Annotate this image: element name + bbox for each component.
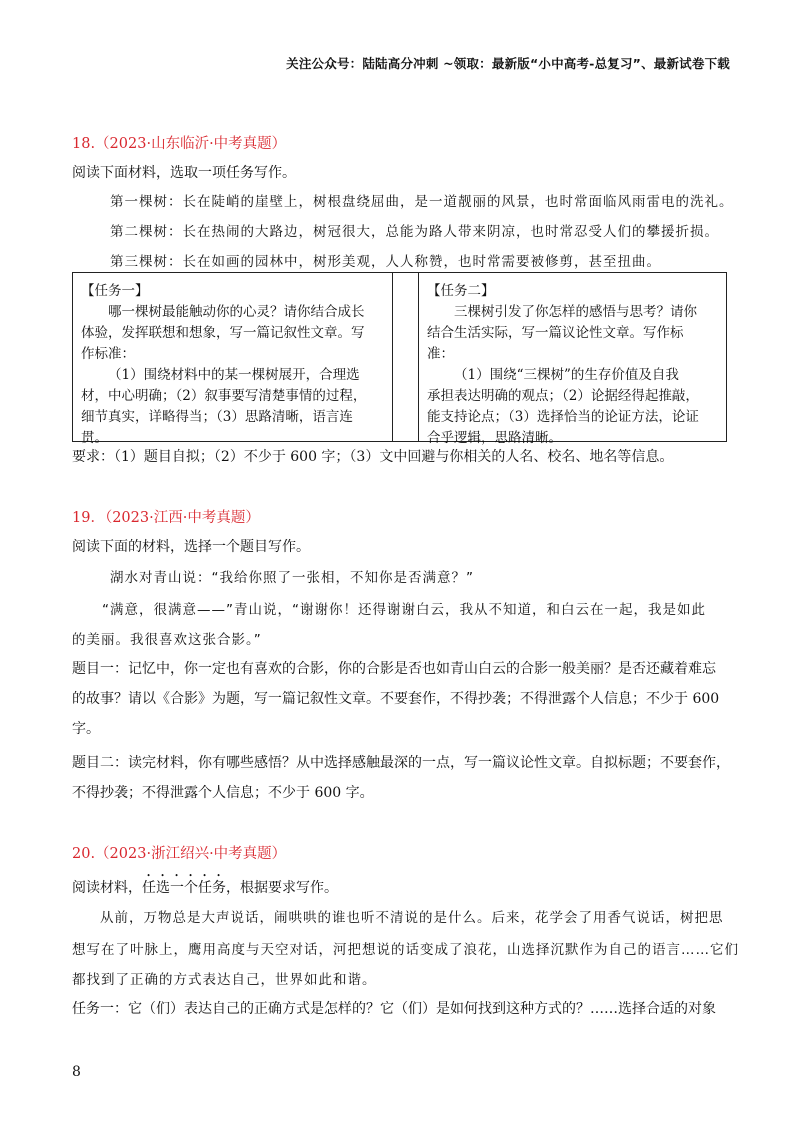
- task-two-cell: [418, 273, 726, 446]
- q20-material-line: 想写在了叶脉上，鹰用高度与天空对话，河把想说的话变成了浪花，山选择沉默作为自己的语言……它们: [72, 942, 739, 958]
- q20-intro-pre: 阅读材料，: [72, 880, 142, 896]
- task-one-line: 作标准：: [81, 346, 135, 362]
- task-one-cell: [73, 273, 393, 446]
- q20-title: 20.（2023·浙江绍兴·中考真题）: [72, 846, 287, 862]
- q20-intro: [72, 872, 338, 897]
- q19-material-line: “满意，很满意——”青山说，“谢谢你！还得谢谢白云，我从不知道，和白云在一起，我是如此: [102, 602, 706, 618]
- q19-intro: 阅读下面的材料，选择一个题目写作。: [72, 539, 310, 555]
- q20-intro-post: ，根据要求写作。: [226, 880, 338, 896]
- task-two-line: 合乎逻辑，思路清晰。: [427, 430, 562, 446]
- q20-material-line: 从前，万物总是大声说话，闹哄哄的谁也听不清说的是什么。后来，花学会了用香气说话，树把思: [100, 910, 724, 926]
- q20-task1: 任务一：它（们）表达自己的正确方式是怎样的？它（们）是如何找到这种方式的？……选择合适的对象: [72, 1001, 716, 1017]
- q18-intro: 阅读下面材料，选取一项任务写作。: [72, 165, 296, 181]
- task-two-heading: 【任务二】: [427, 283, 495, 299]
- q19-material-line: 湖水对青山说：“我给你照了一张相，不知你是否满意？”: [110, 570, 474, 586]
- page-number: 8: [72, 1064, 81, 1080]
- task-one-line: 体验，发挥联想和想象，写一篇记叙性文章。写: [81, 325, 365, 341]
- q18-requirement: 要求：（1）题目自拟；（2）不少于 600 字；（3）文中回避与你相关的人名、校名、地名等信息。: [72, 449, 674, 465]
- q18-tree-3: 第三棵树：长在如画的园林中，树形美观，人人称赞，也时常需要被修剪，甚至扭曲。: [110, 254, 661, 270]
- task-one-line: 哪一棵树最能触动你的心灵？请你结合成长: [108, 304, 365, 320]
- q18-title: 18.（2023·山东临沂·中考真题）: [72, 136, 287, 152]
- task-two-line: 能支持论点；（3）选择恰当的论证方法，论证: [427, 409, 699, 425]
- q19-topic2-line: 题目二：读完材料，你有哪些感悟？从中选择感触最深的一点，写一篇议论性文章。自拟标题；不要套作，: [72, 755, 730, 771]
- q18-task-table: [72, 272, 727, 446]
- task-one-line: 细节真实，详略得当；（3）思路清晰，语言连: [81, 409, 353, 425]
- q19-material-line: 的美丽。我很喜欢这张合影。”: [72, 632, 262, 648]
- task-two-line: 准：: [427, 346, 454, 362]
- q19-topic2-line: 不得抄袭；不得泄露个人信息；不少于 600 字。: [72, 785, 374, 801]
- q18-tree-1: 第一棵树：长在陡峭的崖壁上，树根盘绕屈曲，是一道靓丽的风景，也时常面临风雨雷电的洗礼。: [110, 194, 734, 210]
- task-one-heading: 【任务一】: [81, 283, 149, 299]
- q19-topic1-line: 题目一：记忆中，你一定也有喜欢的合影，你的合影是否也如青山白云的合影一般美丽？是否还藏着难忘: [72, 661, 716, 677]
- task-two-line: （1）围绕“三棵树”的生存价值及自我: [454, 367, 679, 383]
- task-one-line: 材，中心明确；（2）叙事要写清楚事情的过程，: [81, 388, 367, 404]
- task-two-line: 结合生活实际，写一篇议论性文章。写作标: [427, 325, 684, 341]
- q19-title: 19．（2023·江西·中考真题）: [72, 510, 260, 526]
- q19-topic1-line: 字。: [72, 721, 100, 737]
- task-one-line: 贯。: [81, 430, 108, 446]
- task-two-line: 三棵树引发了你怎样的感悟与思考？请你: [454, 304, 697, 320]
- q18-tree-2: 第二棵树：长在热闹的大路边，树冠很大，总能为路人带来阴凉，也时常忍受人们的攀援折损。: [110, 224, 719, 240]
- q20-intro-emphasis: 任选一个任务: [142, 880, 226, 896]
- task-one-line: （1）围绕材料中的某一棵树展开，合理选: [108, 367, 360, 383]
- page-header: 关注公众号：陆陆高分冲刺 ~领取：最新版“小中高考-总复习”、最新试卷下载: [286, 56, 730, 71]
- task-two-line: 承担表达明确的观点；（2）论据经得起推敲，: [427, 388, 699, 404]
- q20-material-line: 都找到了正确的方式表达自己，世界如此和谐。: [72, 972, 377, 988]
- q19-topic1-line: 的故事？请以《合影》为题，写一篇记叙性文章。不要套作，不得抄袭；不得泄露个人信息；不少于 600: [72, 691, 720, 707]
